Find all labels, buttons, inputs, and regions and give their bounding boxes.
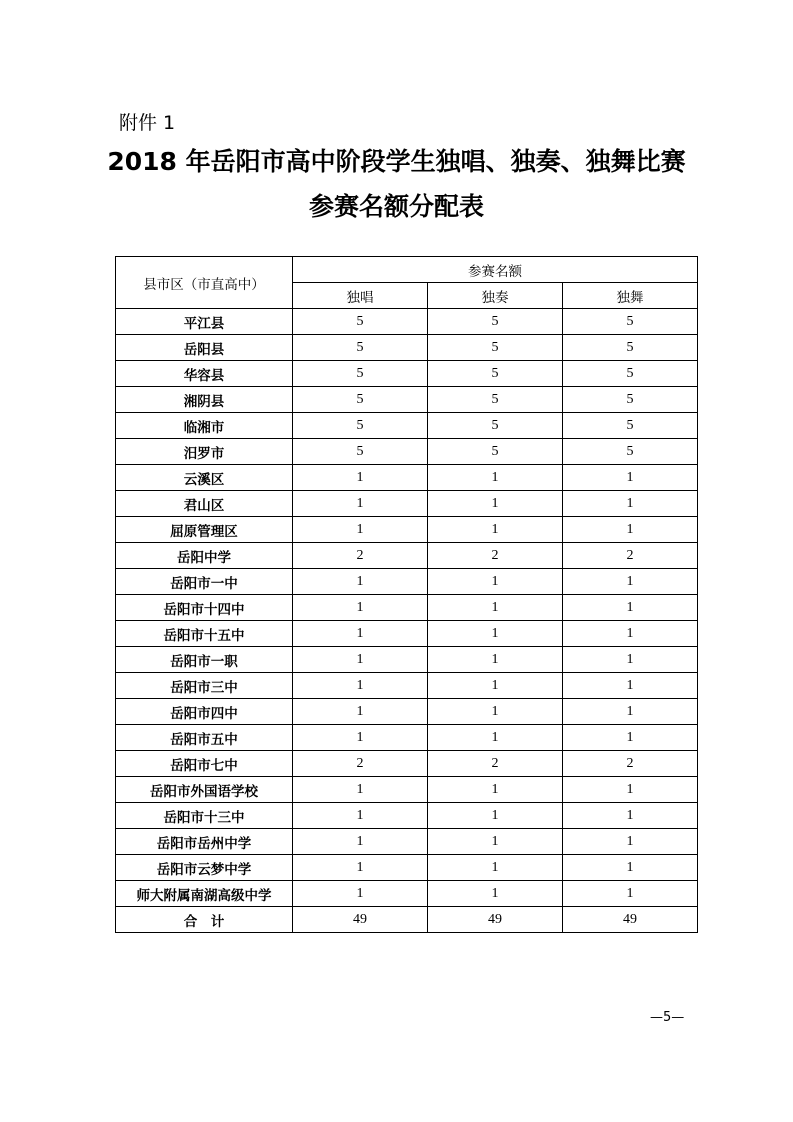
solo-play-cell: 1 xyxy=(428,673,563,699)
solo-sing-cell: 2 xyxy=(293,543,428,569)
total-row xyxy=(116,907,698,933)
solo-play-cell: 1 xyxy=(428,881,563,907)
solo-play-cell: 1 xyxy=(428,855,563,881)
region-cell: 岳阳市云梦中学 xyxy=(116,855,293,881)
solo-sing-cell: 1 xyxy=(293,491,428,517)
solo-play-cell: 1 xyxy=(428,647,563,673)
table-row xyxy=(116,621,698,647)
solo-sing-cell: 1 xyxy=(293,517,428,543)
table-row xyxy=(116,491,698,517)
region-cell: 岳阳市岳州中学 xyxy=(116,829,293,855)
region-cell: 师大附属南湖高级中学 xyxy=(116,881,293,907)
solo-play-cell: 1 xyxy=(428,465,563,491)
quota-table xyxy=(115,256,698,933)
solo-dance-cell: 1 xyxy=(563,699,698,725)
solo-sing-cell: 1 xyxy=(293,855,428,881)
table-row xyxy=(116,777,698,803)
solo-sing-cell: 1 xyxy=(293,595,428,621)
solo-play-cell: 1 xyxy=(428,569,563,595)
region-cell: 平江县 xyxy=(116,309,293,335)
solo-sing-cell: 1 xyxy=(293,647,428,673)
table-row xyxy=(116,569,698,595)
solo-play-cell: 1 xyxy=(428,517,563,543)
table-row xyxy=(116,309,698,335)
solo-dance-cell: 5 xyxy=(563,439,698,465)
solo-play-cell: 1 xyxy=(428,491,563,517)
header-row-1 xyxy=(116,257,698,283)
region-cell: 岳阳市一职 xyxy=(116,647,293,673)
solo-dance-cell: 5 xyxy=(563,413,698,439)
solo-sing-cell: 1 xyxy=(293,725,428,751)
region-cell: 湘阴县 xyxy=(116,387,293,413)
solo-play-cell: 5 xyxy=(428,335,563,361)
solo-dance-cell: 1 xyxy=(563,647,698,673)
region-cell: 岳阳市七中 xyxy=(116,751,293,777)
table-row xyxy=(116,439,698,465)
solo-play-cell: 1 xyxy=(428,777,563,803)
total-solo-dance: 49 xyxy=(563,907,698,933)
solo-play-cell: 1 xyxy=(428,803,563,829)
table-row xyxy=(116,543,698,569)
solo-play-cell: 5 xyxy=(428,439,563,465)
col-header-solo-dance: 独舞 xyxy=(563,283,698,309)
solo-play-cell: 5 xyxy=(428,413,563,439)
annex-label: 附件 1 xyxy=(119,112,176,134)
solo-sing-cell: 1 xyxy=(293,881,428,907)
region-cell: 岳阳市三中 xyxy=(116,673,293,699)
solo-sing-cell: 1 xyxy=(293,621,428,647)
solo-sing-cell: 5 xyxy=(293,335,428,361)
region-cell: 临湘市 xyxy=(116,413,293,439)
solo-dance-cell: 1 xyxy=(563,803,698,829)
solo-sing-cell: 1 xyxy=(293,777,428,803)
solo-sing-cell: 1 xyxy=(293,465,428,491)
region-cell: 岳阳市十三中 xyxy=(116,803,293,829)
solo-dance-cell: 2 xyxy=(563,543,698,569)
solo-sing-cell: 5 xyxy=(293,413,428,439)
solo-play-cell: 5 xyxy=(428,309,563,335)
region-cell: 岳阳市四中 xyxy=(116,699,293,725)
region-cell: 岳阳市外国语学校 xyxy=(116,777,293,803)
table-row xyxy=(116,829,698,855)
solo-dance-cell: 1 xyxy=(563,673,698,699)
table-body xyxy=(116,309,698,907)
solo-dance-cell: 1 xyxy=(563,491,698,517)
region-cell: 岳阳中学 xyxy=(116,543,293,569)
solo-sing-cell: 5 xyxy=(293,309,428,335)
solo-dance-cell: 5 xyxy=(563,309,698,335)
solo-sing-cell: 2 xyxy=(293,751,428,777)
solo-dance-cell: 1 xyxy=(563,777,698,803)
table-row xyxy=(116,803,698,829)
solo-play-cell: 1 xyxy=(428,829,563,855)
table-row xyxy=(116,699,698,725)
solo-sing-cell: 1 xyxy=(293,673,428,699)
region-cell: 华容县 xyxy=(116,361,293,387)
table-row xyxy=(116,647,698,673)
solo-sing-cell: 5 xyxy=(293,387,428,413)
solo-dance-cell: 1 xyxy=(563,465,698,491)
solo-dance-cell: 1 xyxy=(563,829,698,855)
solo-dance-cell: 1 xyxy=(563,881,698,907)
region-cell: 君山区 xyxy=(116,491,293,517)
solo-dance-cell: 1 xyxy=(563,517,698,543)
solo-dance-cell: 5 xyxy=(563,361,698,387)
table-row xyxy=(116,413,698,439)
table-row xyxy=(116,465,698,491)
solo-play-cell: 2 xyxy=(428,751,563,777)
solo-sing-cell: 5 xyxy=(293,439,428,465)
table-row xyxy=(116,855,698,881)
table-row xyxy=(116,881,698,907)
solo-dance-cell: 5 xyxy=(563,387,698,413)
total-solo-sing: 49 xyxy=(293,907,428,933)
region-cell: 岳阳市一中 xyxy=(116,569,293,595)
solo-play-cell: 1 xyxy=(428,699,563,725)
solo-play-cell: 5 xyxy=(428,387,563,413)
solo-dance-cell: 5 xyxy=(563,335,698,361)
solo-dance-cell: 1 xyxy=(563,569,698,595)
table-row xyxy=(116,387,698,413)
solo-dance-cell: 1 xyxy=(563,725,698,751)
table-row xyxy=(116,361,698,387)
document-title: 2018 年岳阳市高中阶段学生独唱、独奏、独舞比赛 xyxy=(107,147,686,176)
col-header-solo-sing: 独唱 xyxy=(293,283,428,309)
table-row xyxy=(116,751,698,777)
table-row xyxy=(116,517,698,543)
table-row xyxy=(116,725,698,751)
region-cell: 汨罗市 xyxy=(116,439,293,465)
solo-dance-cell: 1 xyxy=(563,855,698,881)
region-cell: 岳阳市十四中 xyxy=(116,595,293,621)
col-header-quota: 参赛名额 xyxy=(293,257,698,283)
col-header-region: 县市区（市直高中） xyxy=(116,257,293,309)
region-cell: 屈原管理区 xyxy=(116,517,293,543)
solo-play-cell: 1 xyxy=(428,595,563,621)
solo-sing-cell: 1 xyxy=(293,803,428,829)
page-number: —5— xyxy=(650,1010,685,1025)
col-header-solo-play: 独奏 xyxy=(428,283,563,309)
solo-play-cell: 2 xyxy=(428,543,563,569)
region-cell: 云溪区 xyxy=(116,465,293,491)
region-cell: 岳阳市十五中 xyxy=(116,621,293,647)
table-row xyxy=(116,595,698,621)
document-subtitle: 参赛名额分配表 xyxy=(308,192,484,221)
solo-dance-cell: 1 xyxy=(563,621,698,647)
total-label: 合 计 xyxy=(116,907,293,933)
table-row xyxy=(116,335,698,361)
solo-dance-cell: 1 xyxy=(563,595,698,621)
total-solo-play: 49 xyxy=(428,907,563,933)
solo-sing-cell: 1 xyxy=(293,829,428,855)
region-cell: 岳阳市五中 xyxy=(116,725,293,751)
solo-dance-cell: 2 xyxy=(563,751,698,777)
solo-play-cell: 1 xyxy=(428,621,563,647)
solo-play-cell: 5 xyxy=(428,361,563,387)
table-row xyxy=(116,673,698,699)
solo-sing-cell: 1 xyxy=(293,569,428,595)
solo-play-cell: 1 xyxy=(428,725,563,751)
solo-sing-cell: 5 xyxy=(293,361,428,387)
solo-sing-cell: 1 xyxy=(293,699,428,725)
region-cell: 岳阳县 xyxy=(116,335,293,361)
